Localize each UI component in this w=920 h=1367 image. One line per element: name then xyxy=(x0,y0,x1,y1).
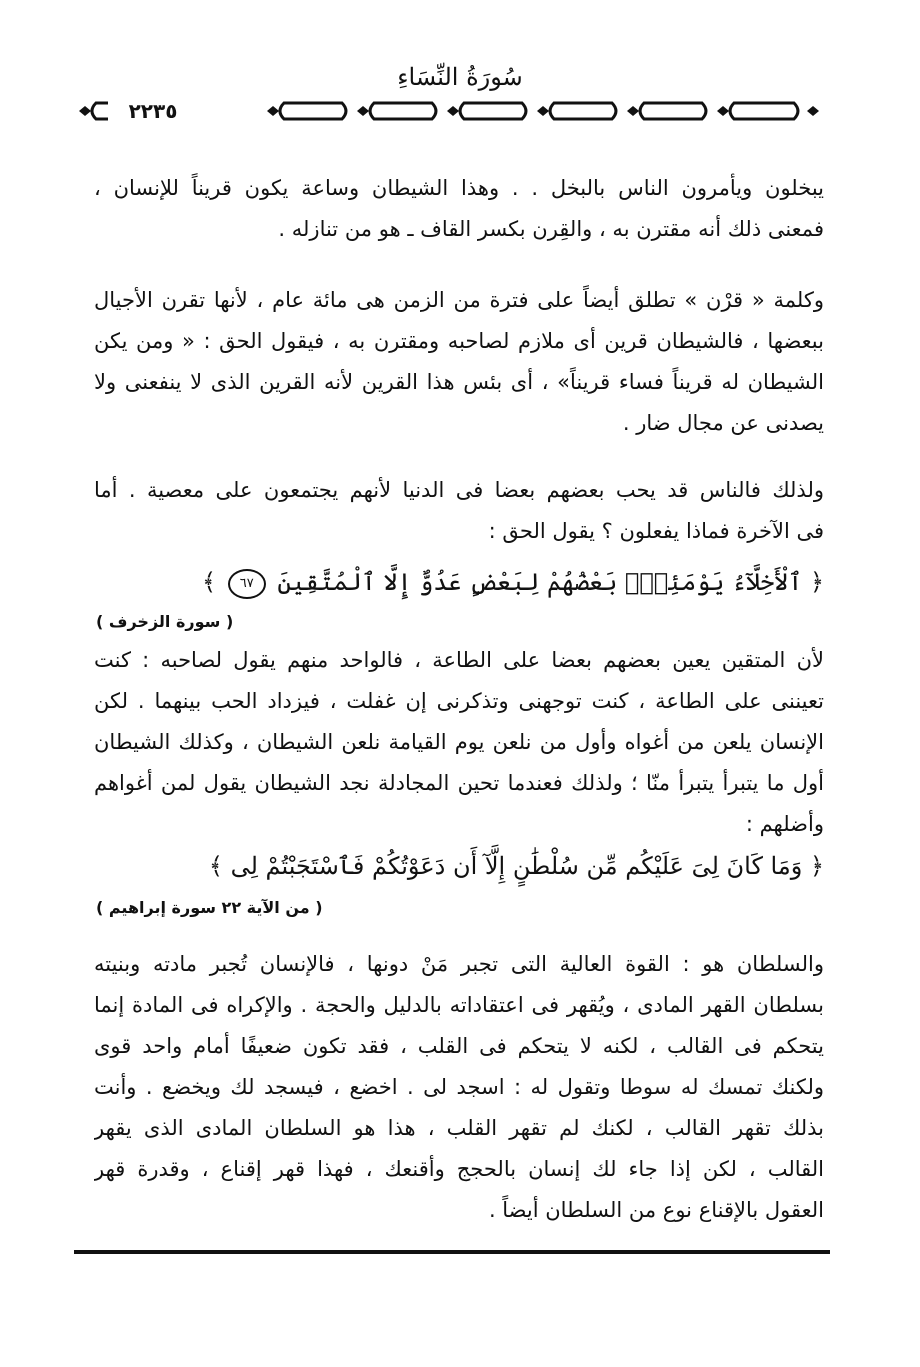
verse-reference: ( سورة الزخرف ) xyxy=(96,612,234,631)
text-line: الإنسان يلعن من أغواه وأول من نلعن يوم القيامة نلعن الشيطان ، وكذلك الشيطان xyxy=(94,730,824,754)
text-line: يصدنى عن مجال ضار . xyxy=(622,411,824,435)
text-line: لأن المتقين يعين بعضهم بعضا على الطاعة ، فالواحد منهم يقول لصاحبه : كنت xyxy=(94,648,824,672)
paragraph-2 xyxy=(94,280,824,444)
quran-verse-2 xyxy=(94,846,824,886)
quran-verse-1 xyxy=(94,562,824,602)
paragraph-3 xyxy=(94,470,824,552)
text-line: العقول بالإقناع نوع من السلطان أيضاً . xyxy=(488,1198,824,1222)
text-line: القالب ، لكن إذا جاء لك إنسان بالحجج وأقنعك ، فهذا قهر إقناع ، وقدرة قهر xyxy=(94,1157,824,1181)
verse-text: ﴿ وَمَا كَانَ لِىَ عَلَيْكُم مِّن سُلْطَٰنٍ إِلَّآ أَن دَعَوْتُكُمْ فَٱسْتَجَبْتُمْ لِى ﴾ xyxy=(208,852,824,880)
text-line: بذلك تقهر القالب ، لكنك لم تقهر القلب ، هذا هو السلطان المادى الذى يقهر xyxy=(94,1116,824,1140)
text-line: يبخلون ويأمرون الناس بالبخل . . وهذا الشيطان وساعة يكون قريناً للإنسان ، xyxy=(94,176,824,200)
text-line: وكلمة « قرْن » تطلق أيضاً على فترة من الزمن هى مائة عام ، لأنها تقرن الأجيال xyxy=(94,288,824,312)
text-line: فمعنى ذلك أنه مقترن به ، والقِرن بكسر القاف ـ هو من تنازله . xyxy=(278,217,824,241)
text-line: ولكنك تمسك له سوطا وتقول له : اسجد لى . اخضع ، فيسجد لك ويخضع . وأنت xyxy=(94,1075,824,1099)
text-line: ولذلك فالناس قد يحب بعضهم بعضا فى الدنيا لأنهم يجتمعون على معصية . أما xyxy=(94,478,824,502)
text-line: الشيطان له قريناً فساء قريناً» ، أى بئس هذا القرين لأنه القرين الذى لا ينفعنى ولا xyxy=(94,370,824,394)
paragraph-1 xyxy=(94,168,824,250)
paragraph-4 xyxy=(94,640,824,845)
text-line: بسلطان القهر المادى ، ويُقهر فى اعتقاداته بالدليل والحجة . والإكراه فى المادة إنما xyxy=(94,993,824,1017)
text-line: ببعضها ، فالشيطان قرين أى ملازم لصاحبه ومقترن به ، فيقول الحق : « ومن يكن xyxy=(94,329,824,353)
verse-text: ﴿ ٱلْأَخِلَّآءُ يَوْمَئِذٍۭ بَعْضُهُمْ لِبَعْضٍ عَدُوٌّ إِلَّا ٱلْمُتَّقِينَ xyxy=(277,568,824,596)
text-line: تعيننى على الطاعة ، كنت توجهنى وتذكرنى إن غفلت ، فيزداد الحب بينهما . لكن xyxy=(94,689,824,713)
text-line: وأضلهم : xyxy=(745,812,824,836)
text-line: والسلطان هو : القوة العالية التى تجبر مَنْ دونها ، فالإنسان تُجبر مادته وبنيته xyxy=(94,952,824,976)
paragraph-5 xyxy=(94,944,824,1231)
verse-close-bracket: ﴾ xyxy=(202,568,217,596)
verse-number-marker: ٦٧ xyxy=(228,569,266,599)
text-line: يتحكم فى القالب ، لكنه لا يتحكم فى القلب ، فقد تكون ضعيفًا أمام واحد قوى xyxy=(94,1034,824,1058)
page-number: ٢٢٣٥ xyxy=(108,97,198,125)
text-line: فى الآخرة فماذا يفعلون ؟ يقول الحق : xyxy=(488,519,824,543)
footer-rule xyxy=(74,1250,830,1254)
text-line: أول ما يتبرأ يتبرأ منّا ؛ ولذلك فعندما تحين المجادلة نجد الشيطان يقول لمن أغواهم xyxy=(94,771,824,795)
surah-title: سُورَةُ النِّسَاءِ xyxy=(397,63,523,91)
verse-reference: ( من الآية ٢٢ سورة إبراهيم ) xyxy=(96,898,323,917)
